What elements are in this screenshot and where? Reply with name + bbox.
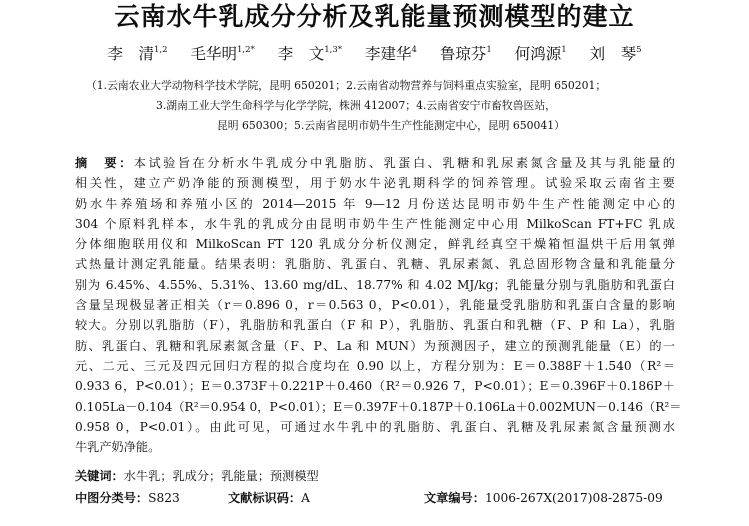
author [515, 45, 567, 63]
keywords-label: 关键词： [75, 469, 124, 483]
abstract-line: 分体细胞联用仪和 MilkoScan FT 120 乳成分分析仪测定，鲜乳经真空干燥箱恒温烘干后用氧弹 [75, 237, 675, 252]
author-name: 鲁琼芬 [439, 45, 487, 63]
author [440, 45, 492, 63]
author-affiliation-mark: 1 [486, 45, 492, 55]
abstract-line [75, 153, 675, 173]
article-number [424, 488, 663, 508]
author-affiliation-mark: 1,3* [324, 45, 342, 55]
abstract-line: 肪、乳蛋白、乳糖和乳尿素氮含量（F、P、La 和 MUN）为预测因子，建立的预测乳能量（E）的一 [75, 338, 675, 353]
abstract-line: 相关性，建立产奶净能的预测模型，用于奶水牛泌乳期科学的饲养管理。试验采取云南省主要 [75, 176, 675, 191]
author-name: 刘 琴 [589, 45, 637, 63]
abstract-line: 元、二元、三元及四元回归方程的拟合度均在 0.90 以上，方程分别为：E＝0.388F＋1.540（R²＝ [75, 358, 675, 373]
author-name: 李建华 [364, 45, 412, 63]
article-number-value: 1006-267X(2017)08-2875-09 [484, 491, 663, 505]
author-affiliation-mark: 1,2* [236, 45, 255, 55]
abstract-line: 牛乳产奶净能。 [75, 440, 161, 455]
document-code-label: 文献标识码： [228, 491, 302, 505]
clc-number [75, 488, 180, 508]
abstract-line: 式热量计测定乳能量。结果表明：乳脂肪、乳蛋白、乳糖、乳尿素氮、乳总固形物含量和乳能量分 [75, 257, 675, 272]
abstract-line: 0.958 0，P<0.01）。由此可见，可通过水牛乳中的乳脂肪、乳蛋白、乳糖及乳尿素氮含量预测水 [75, 419, 675, 434]
affiliation-line: 昆明 650300；5.云南省昆明市奶牛生产性能测定中心，昆明 650041） [217, 119, 565, 132]
author-affiliation-mark: 1,2 [154, 45, 168, 55]
author-affiliation-mark: 5 [636, 45, 642, 55]
affiliations [86, 76, 686, 136]
affiliation-line: 3.湖南工业大学生命科学与化学学院，株洲 412007；4.云南省安宁市畜牧兽医站， [156, 99, 556, 112]
abstract-line: 含量呈现极显著正相关（r＝0.896 0，r＝0.563 0，P<0.01），乳能量受乳脂肪和乳蛋白含量的影响 [75, 298, 675, 313]
abstract-label: 摘 要： [75, 156, 134, 170]
author [190, 45, 254, 63]
abstract-line: 0.105La－0.104（R²＝0.954 0，P<0.01）；E＝0.397F＋0.187P＋0.106La＋0.002MUN－0.146（R²＝ [75, 399, 682, 414]
keywords-text: 水牛乳；乳成分；乳能量；预测模型 [123, 469, 319, 483]
abstract-text: 本试验旨在分析水牛乳成分中乳脂肪、乳蛋白、乳糖和乳尿素氮含量及其与乳能量的 [133, 156, 675, 170]
abstract-line: 0.933 6，P<0.01）；E＝0.373F＋0.221P＋0.460（R²＝0.926 7，P<0.01）；E＝0.396F＋0.186P＋ [75, 379, 675, 394]
article-number-label: 文章编号： [424, 491, 485, 505]
paper-title: 云南水牛乳成分分析及乳能量预测模型的建立 [114, 2, 635, 31]
abstract-line: 较大。分别以乳脂肪（F），乳脂肪和乳蛋白（F 和 P），乳脂肪、乳蛋白和乳糖（F、P 和 La），乳脂 [75, 318, 675, 333]
author-name: 毛华明 [190, 45, 237, 63]
author-list [0, 44, 749, 64]
abstract-line: 别为 6.45%、4.55%、5.31%、13.60 mg/dL、18.77% 和 4.02 MJ/kg；乳能量分别与乳脂肪和乳蛋白 [75, 277, 675, 292]
author [365, 45, 417, 63]
author-name: 李 文 [277, 45, 325, 63]
abstract-line: 奶水牛养殖场和养殖小区的 2014—2015 年 9—12 月份送达昆明市奶牛生产性能测定中心的 [75, 196, 675, 211]
keywords [75, 466, 695, 486]
author [278, 45, 342, 63]
abstract [75, 153, 682, 457]
abstract-line: 304 个原料乳样本，水牛乳的乳成分由昆明市奶牛生产性能测定中心用 MilkoScan FT+FC 乳成 [75, 216, 675, 231]
document-code-value: A [301, 491, 310, 505]
author-affiliation-mark: 4 [411, 45, 417, 55]
clc-label: 中图分类号： [75, 491, 149, 505]
author-affiliation-mark: 1 [561, 45, 567, 55]
author-name: 李 清 [107, 45, 154, 63]
author-name: 何鸿源 [514, 45, 562, 63]
affiliation-line: （1.云南农业大学动物科学技术学院，昆明 650201；2.云南省动物营养与饲料重点实验室，昆明 650201； [86, 79, 607, 92]
author [590, 45, 642, 63]
author [107, 45, 167, 63]
clc-value: S823 [148, 491, 180, 505]
document-code [228, 488, 310, 508]
